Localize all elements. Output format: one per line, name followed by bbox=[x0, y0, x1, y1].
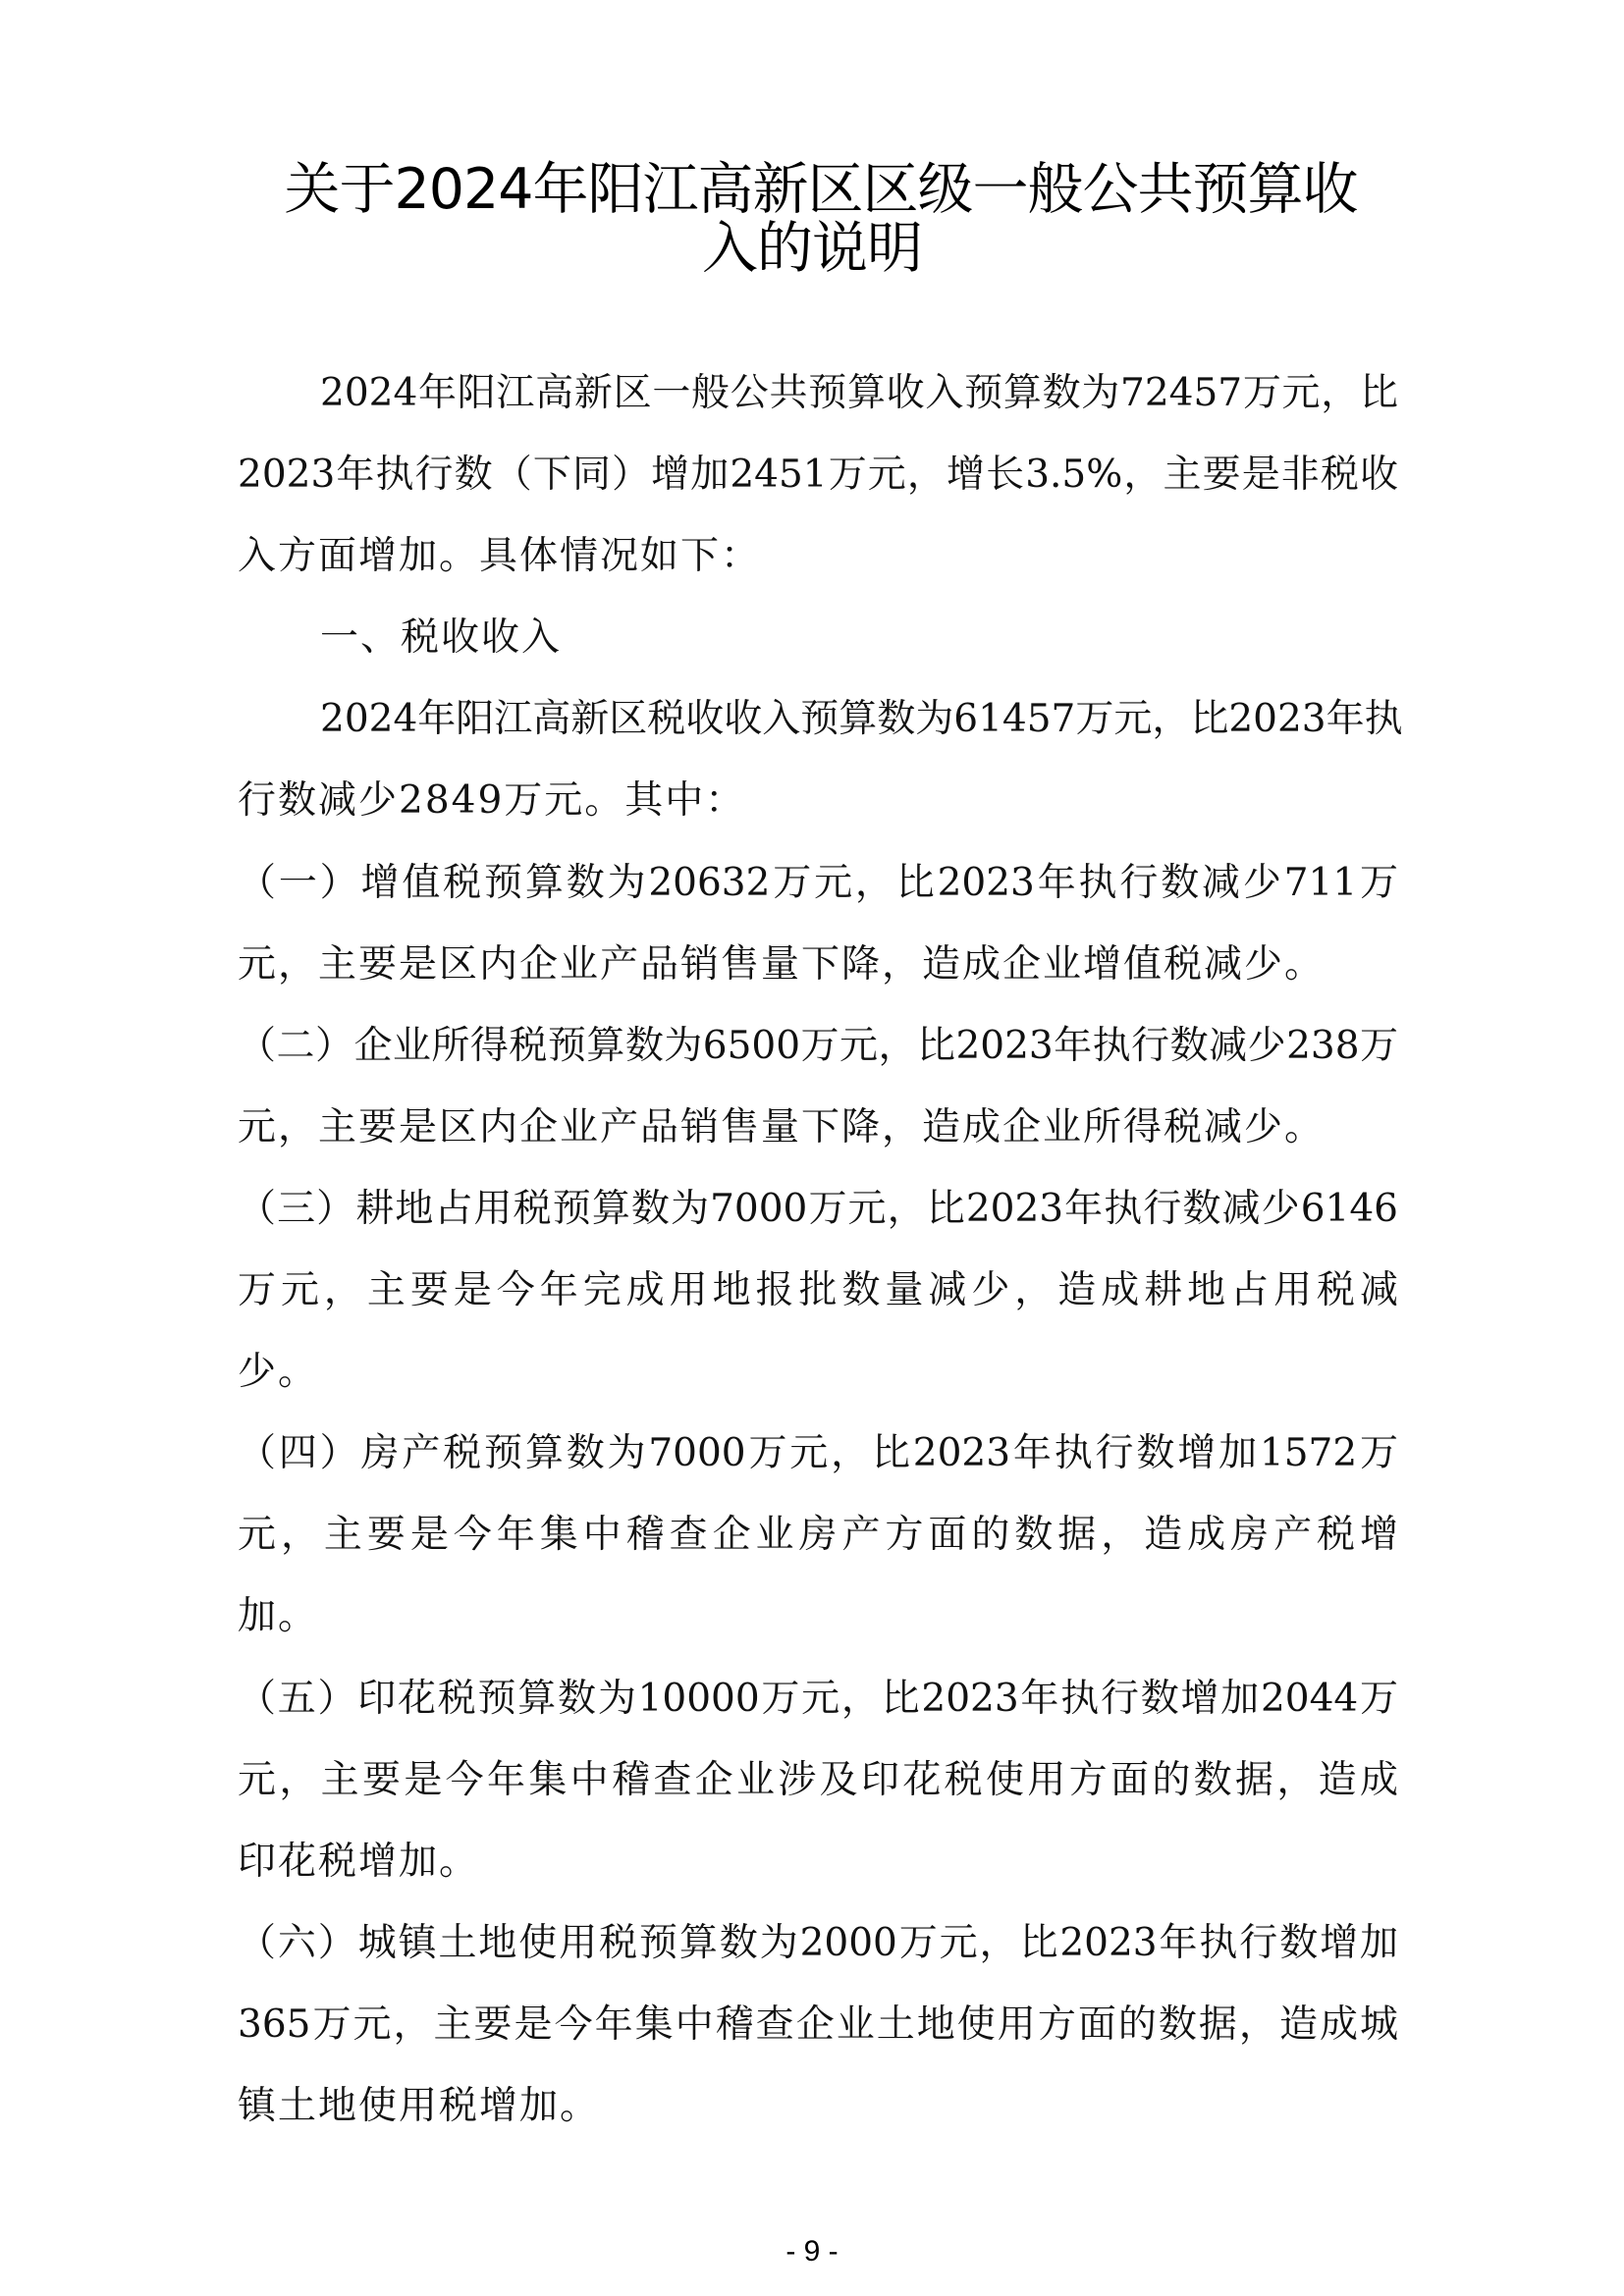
document-body bbox=[238, 352, 1403, 2147]
paragraph-item-urban-land-use-tax bbox=[238, 1902, 1398, 2147]
paragraph-line: 2024年阳江高新区一般公共预算收入预算数为72457万元，比 bbox=[320, 371, 1398, 415]
document-title bbox=[0, 157, 1624, 281]
paragraph-line: （五）印花税预算数为10000万元，比2023年执行数增加2044万 bbox=[238, 1676, 1398, 1721]
paragraph-line: 入方面增加。具体情况如下： bbox=[238, 534, 762, 579]
section-heading-tax-revenue bbox=[238, 597, 1398, 678]
paragraph-item-corporate-income-tax bbox=[238, 1005, 1398, 1168]
paragraph-line: （四）房产税预算数为7000万元，比2023年执行数增加1572万 bbox=[238, 1431, 1398, 1476]
paragraph-line: 元，主要是今年集中稽查企业涉及印花税使用方面的数据，造成 bbox=[238, 1757, 1398, 1802]
title-line-2: 入的说明 bbox=[702, 216, 922, 281]
paragraph-line: 印花税增加。 bbox=[238, 1839, 480, 1884]
paragraph-line: 万元，主要是今年完成用地报批数量减少，造成耕地占用税减 bbox=[238, 1268, 1398, 1313]
paragraph-item-farmland-occupation-tax bbox=[238, 1168, 1398, 1413]
paragraph-item-stamp-tax bbox=[238, 1658, 1398, 1902]
paragraph-line: （二）企业所得税预算数为6500万元，比2023年执行数减少238万 bbox=[238, 1023, 1398, 1068]
paragraph-line: （六）城镇土地使用税预算数为2000万元，比2023年执行数增加 bbox=[238, 1920, 1398, 1965]
paragraph-line: 365万元，主要是今年集中稽查企业土地使用方面的数据，造成城 bbox=[238, 2002, 1398, 2047]
paragraph-line: 行数减少2849万元。其中： bbox=[238, 778, 746, 824]
paragraph-line: （三）耕地占用税预算数为7000万元，比2023年执行数减少6146 bbox=[238, 1186, 1398, 1231]
paragraph-intro bbox=[238, 352, 1398, 597]
paragraph-line: 元，主要是区内企业产品销售量下降，造成企业增值税减少。 bbox=[238, 941, 1326, 987]
section-heading: 一、税收收入 bbox=[320, 615, 563, 661]
paragraph-line: 镇土地使用税增加。 bbox=[238, 2083, 601, 2128]
paragraph-line: 2023年执行数（下同）增加2451万元，增长3.5%，主要是非税收 bbox=[238, 453, 1398, 498]
paragraph-line: 加。 bbox=[238, 1594, 319, 1639]
paragraph-line: （一）增值税预算数为20632万元，比2023年执行数减少711万 bbox=[238, 860, 1398, 905]
title-line-1: 关于2024年阳江高新区区级一般公共预算收 bbox=[284, 157, 1358, 222]
paragraph-line: 2024年阳江高新区税收收入预算数为61457万元，比2023年执 bbox=[320, 697, 1403, 742]
paragraph-line: 少。 bbox=[238, 1350, 319, 1395]
page-number: - 9 - bbox=[785, 2235, 839, 2268]
paragraph-item-vat bbox=[238, 842, 1398, 1005]
paragraph-item-property-tax bbox=[238, 1413, 1398, 1657]
paragraph-line: 元，主要是今年集中稽查企业房产方面的数据，造成房产税增 bbox=[238, 1513, 1398, 1558]
paragraph-line: 元，主要是区内企业产品销售量下降，造成企业所得税减少。 bbox=[238, 1104, 1326, 1149]
paragraph-tax-revenue-summary bbox=[238, 678, 1403, 841]
